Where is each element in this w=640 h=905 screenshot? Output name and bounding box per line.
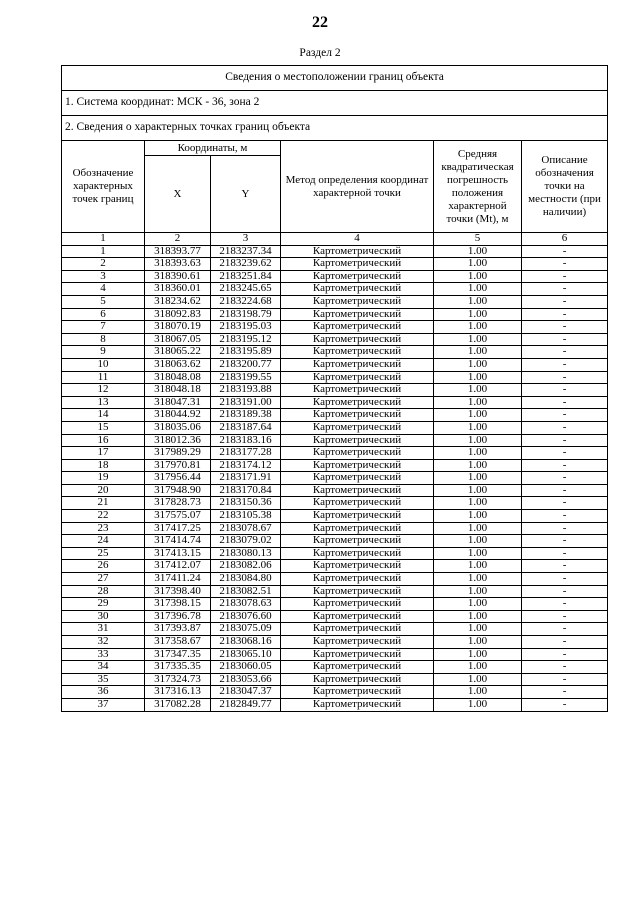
method: Картометрический xyxy=(281,295,434,308)
point-number: 7 xyxy=(62,321,145,334)
description: - xyxy=(522,560,608,573)
description: - xyxy=(522,459,608,472)
method: Картометрический xyxy=(281,258,434,271)
mean-error: 1.00 xyxy=(434,472,522,485)
mean-error: 1.00 xyxy=(434,270,522,283)
point-number: 19 xyxy=(62,472,145,485)
x-coordinate: 317396.78 xyxy=(145,610,211,623)
x-coordinate: 317082.28 xyxy=(145,698,211,711)
y-coordinate: 2183171.91 xyxy=(211,472,281,485)
point-number: 1 xyxy=(62,245,145,258)
y-coordinate: 2183079.02 xyxy=(211,535,281,548)
method: Картометрический xyxy=(281,421,434,434)
table-row xyxy=(62,547,608,560)
description: - xyxy=(522,434,608,447)
x-coordinate: 318067.05 xyxy=(145,333,211,346)
x-coordinate: 318048.18 xyxy=(145,384,211,397)
x-coordinate: 317324.73 xyxy=(145,673,211,686)
mean-error: 1.00 xyxy=(434,447,522,460)
table-row xyxy=(62,447,608,460)
x-coordinate: 317335.35 xyxy=(145,661,211,674)
point-number: 9 xyxy=(62,346,145,359)
x-coordinate: 317411.24 xyxy=(145,573,211,586)
point-number: 12 xyxy=(62,384,145,397)
x-coordinate: 318393.77 xyxy=(145,245,211,258)
description: - xyxy=(522,484,608,497)
table-title-row xyxy=(62,66,608,91)
table-row xyxy=(62,535,608,548)
description: - xyxy=(522,258,608,271)
column-number: 2 xyxy=(145,233,211,246)
description: - xyxy=(522,358,608,371)
table-row xyxy=(62,333,608,346)
description: - xyxy=(522,673,608,686)
description: - xyxy=(522,661,608,674)
point-number: 29 xyxy=(62,598,145,611)
y-coordinate: 2183183.16 xyxy=(211,434,281,447)
point-number: 24 xyxy=(62,535,145,548)
point-number: 36 xyxy=(62,686,145,699)
x-coordinate: 317828.73 xyxy=(145,497,211,510)
mean-error: 1.00 xyxy=(434,522,522,535)
point-number: 4 xyxy=(62,283,145,296)
x-coordinate: 317970.81 xyxy=(145,459,211,472)
x-coordinate: 317412.07 xyxy=(145,560,211,573)
method: Картометрический xyxy=(281,396,434,409)
point-number: 31 xyxy=(62,623,145,636)
y-coordinate: 2183251.84 xyxy=(211,270,281,283)
description: - xyxy=(522,447,608,460)
x-coordinate: 318070.19 xyxy=(145,321,211,334)
x-coordinate: 317398.40 xyxy=(145,585,211,598)
point-number: 17 xyxy=(62,447,145,460)
x-coordinate: 318035.06 xyxy=(145,421,211,434)
mean-error: 1.00 xyxy=(434,547,522,560)
x-coordinate: 317358.67 xyxy=(145,636,211,649)
method: Картометрический xyxy=(281,585,434,598)
boundary-points-table xyxy=(61,65,608,712)
point-number: 20 xyxy=(62,484,145,497)
y-coordinate: 2183245.65 xyxy=(211,283,281,296)
y-coordinate: 2183105.38 xyxy=(211,510,281,523)
column-numbers-row xyxy=(62,233,608,246)
x-coordinate: 318044.92 xyxy=(145,409,211,422)
description: - xyxy=(522,245,608,258)
y-coordinate: 2183191.00 xyxy=(211,396,281,409)
table-row xyxy=(62,497,608,510)
point-number: 14 xyxy=(62,409,145,422)
mean-error: 1.00 xyxy=(434,636,522,649)
x-coordinate: 317413.15 xyxy=(145,547,211,560)
method: Картометрический xyxy=(281,358,434,371)
x-coordinate: 317956.44 xyxy=(145,472,211,485)
description: - xyxy=(522,396,608,409)
y-coordinate: 2183078.67 xyxy=(211,522,281,535)
y-coordinate: 2183200.77 xyxy=(211,358,281,371)
table-row xyxy=(62,283,608,296)
y-coordinate: 2183187.64 xyxy=(211,421,281,434)
y-coordinate: 2183076.60 xyxy=(211,610,281,623)
mean-error: 1.00 xyxy=(434,421,522,434)
y-coordinate: 2183198.79 xyxy=(211,308,281,321)
y-coordinate: 2183065.10 xyxy=(211,648,281,661)
mean-error: 1.00 xyxy=(434,510,522,523)
method: Картометрический xyxy=(281,560,434,573)
description: - xyxy=(522,283,608,296)
x-coordinate: 317347.35 xyxy=(145,648,211,661)
description: - xyxy=(522,535,608,548)
method: Картометрический xyxy=(281,573,434,586)
table-row xyxy=(62,623,608,636)
coord-system: 1. Система координат: МСК - 36, зона 2 xyxy=(62,91,608,116)
description: - xyxy=(522,636,608,649)
point-number: 30 xyxy=(62,610,145,623)
header-x: X xyxy=(145,156,211,233)
point-number: 8 xyxy=(62,333,145,346)
x-coordinate: 318012.36 xyxy=(145,434,211,447)
mean-error: 1.00 xyxy=(434,459,522,472)
method: Картометрический xyxy=(281,484,434,497)
point-number: 23 xyxy=(62,522,145,535)
mean-error: 1.00 xyxy=(434,698,522,711)
mean-error: 1.00 xyxy=(434,371,522,384)
y-coordinate: 2183195.03 xyxy=(211,321,281,334)
mean-error: 1.00 xyxy=(434,409,522,422)
mean-error: 1.00 xyxy=(434,384,522,397)
mean-error: 1.00 xyxy=(434,560,522,573)
method: Картометрический xyxy=(281,636,434,649)
description: - xyxy=(522,573,608,586)
mean-error: 1.00 xyxy=(434,598,522,611)
method: Картометрический xyxy=(281,270,434,283)
mean-error: 1.00 xyxy=(434,573,522,586)
point-number: 13 xyxy=(62,396,145,409)
method: Картометрический xyxy=(281,673,434,686)
method: Картометрический xyxy=(281,510,434,523)
table-row xyxy=(62,598,608,611)
method: Картометрический xyxy=(281,447,434,460)
description: - xyxy=(522,623,608,636)
y-coordinate: 2183195.89 xyxy=(211,346,281,359)
description: - xyxy=(522,295,608,308)
point-number: 35 xyxy=(62,673,145,686)
y-coordinate: 2183150.36 xyxy=(211,497,281,510)
point-number: 34 xyxy=(62,661,145,674)
points-title-row xyxy=(62,116,608,141)
y-coordinate: 2183237.34 xyxy=(211,245,281,258)
y-coordinate: 2183170.84 xyxy=(211,484,281,497)
mean-error: 1.00 xyxy=(434,333,522,346)
column-number: 1 xyxy=(62,233,145,246)
mean-error: 1.00 xyxy=(434,321,522,334)
y-coordinate: 2183082.51 xyxy=(211,585,281,598)
x-coordinate: 318047.31 xyxy=(145,396,211,409)
table-row xyxy=(62,573,608,586)
table-row xyxy=(62,648,608,661)
x-coordinate: 318360.01 xyxy=(145,283,211,296)
mean-error: 1.00 xyxy=(434,484,522,497)
y-coordinate: 2183078.63 xyxy=(211,598,281,611)
point-number: 16 xyxy=(62,434,145,447)
mean-error: 1.00 xyxy=(434,497,522,510)
table-row xyxy=(62,358,608,371)
table-row xyxy=(62,245,608,258)
x-coordinate: 318390.61 xyxy=(145,270,211,283)
point-number: 33 xyxy=(62,648,145,661)
y-coordinate: 2183195.12 xyxy=(211,333,281,346)
method: Картометрический xyxy=(281,547,434,560)
x-coordinate: 317398.15 xyxy=(145,598,211,611)
description: - xyxy=(522,585,608,598)
y-coordinate: 2182849.77 xyxy=(211,698,281,711)
table-row xyxy=(62,371,608,384)
table-row xyxy=(62,673,608,686)
x-coordinate: 318065.22 xyxy=(145,346,211,359)
description: - xyxy=(522,384,608,397)
method: Картометрический xyxy=(281,648,434,661)
method: Картометрический xyxy=(281,283,434,296)
table-row xyxy=(62,434,608,447)
column-number: 4 xyxy=(281,233,434,246)
x-coordinate: 317316.13 xyxy=(145,686,211,699)
method: Картометрический xyxy=(281,472,434,485)
y-coordinate: 2183174.12 xyxy=(211,459,281,472)
method: Картометрический xyxy=(281,434,434,447)
method: Картометрический xyxy=(281,686,434,699)
mean-error: 1.00 xyxy=(434,673,522,686)
mean-error: 1.00 xyxy=(434,346,522,359)
description: - xyxy=(522,346,608,359)
x-coordinate: 318393.63 xyxy=(145,258,211,271)
table-row xyxy=(62,686,608,699)
mean-error: 1.00 xyxy=(434,535,522,548)
point-number: 22 xyxy=(62,510,145,523)
table-row xyxy=(62,384,608,397)
point-number: 28 xyxy=(62,585,145,598)
x-coordinate: 317575.07 xyxy=(145,510,211,523)
point-number: 25 xyxy=(62,547,145,560)
method: Картометрический xyxy=(281,661,434,674)
mean-error: 1.00 xyxy=(434,295,522,308)
y-coordinate: 2183177.28 xyxy=(211,447,281,460)
x-coordinate: 317417.25 xyxy=(145,522,211,535)
coord-system-row xyxy=(62,91,608,116)
method: Картометрический xyxy=(281,333,434,346)
header-row-1 xyxy=(62,141,608,156)
description: - xyxy=(522,510,608,523)
method: Картометрический xyxy=(281,497,434,510)
method: Картометрический xyxy=(281,698,434,711)
method: Картометрический xyxy=(281,409,434,422)
point-number: 32 xyxy=(62,636,145,649)
table-row xyxy=(62,295,608,308)
point-number: 18 xyxy=(62,459,145,472)
y-coordinate: 2183068.16 xyxy=(211,636,281,649)
table-row xyxy=(62,409,608,422)
mean-error: 1.00 xyxy=(434,258,522,271)
x-coordinate: 318234.62 xyxy=(145,295,211,308)
point-number: 11 xyxy=(62,371,145,384)
column-number: 6 xyxy=(522,233,608,246)
description: - xyxy=(522,472,608,485)
points-title: 2. Сведения о характерных точках границ объекта xyxy=(62,116,608,141)
column-number: 5 xyxy=(434,233,522,246)
page-number: 22 xyxy=(312,14,328,31)
x-coordinate: 317393.87 xyxy=(145,623,211,636)
point-number: 27 xyxy=(62,573,145,586)
table-row xyxy=(62,661,608,674)
mean-error: 1.00 xyxy=(434,648,522,661)
table-row xyxy=(62,484,608,497)
y-coordinate: 2183193.88 xyxy=(211,384,281,397)
table-row xyxy=(62,636,608,649)
y-coordinate: 2183080.13 xyxy=(211,547,281,560)
method: Картометрический xyxy=(281,598,434,611)
mean-error: 1.00 xyxy=(434,245,522,258)
mean-error: 1.00 xyxy=(434,283,522,296)
x-coordinate: 317989.29 xyxy=(145,447,211,460)
point-number: 15 xyxy=(62,421,145,434)
table-row xyxy=(62,258,608,271)
table-row xyxy=(62,396,608,409)
y-coordinate: 2183084.80 xyxy=(211,573,281,586)
mean-error: 1.00 xyxy=(434,358,522,371)
table-row xyxy=(62,459,608,472)
y-coordinate: 2183075.09 xyxy=(211,623,281,636)
description: - xyxy=(522,321,608,334)
x-coordinate: 318048.08 xyxy=(145,371,211,384)
point-number: 6 xyxy=(62,308,145,321)
method: Картометрический xyxy=(281,522,434,535)
column-number: 3 xyxy=(211,233,281,246)
point-number: 26 xyxy=(62,560,145,573)
table-row xyxy=(62,472,608,485)
y-coordinate: 2183224.68 xyxy=(211,295,281,308)
x-coordinate: 318063.62 xyxy=(145,358,211,371)
header-y: Y xyxy=(211,156,281,233)
y-coordinate: 2183239.62 xyxy=(211,258,281,271)
mean-error: 1.00 xyxy=(434,686,522,699)
mean-error: 1.00 xyxy=(434,308,522,321)
table-title: Сведения о местоположении границ объекта xyxy=(62,66,608,91)
method: Картометрический xyxy=(281,535,434,548)
description: - xyxy=(522,698,608,711)
point-number: 10 xyxy=(62,358,145,371)
description: - xyxy=(522,547,608,560)
description: - xyxy=(522,598,608,611)
point-number: 2 xyxy=(62,258,145,271)
point-number: 3 xyxy=(62,270,145,283)
x-coordinate: 318092.83 xyxy=(145,308,211,321)
description: - xyxy=(522,497,608,510)
method: Картометрический xyxy=(281,308,434,321)
method: Картометрический xyxy=(281,623,434,636)
header-description: Описание обозначения точки на местности (при наличии) xyxy=(522,141,608,233)
y-coordinate: 2183189.38 xyxy=(211,409,281,422)
method: Картометрический xyxy=(281,371,434,384)
y-coordinate: 2183199.55 xyxy=(211,371,281,384)
mean-error: 1.00 xyxy=(434,585,522,598)
mean-error: 1.00 xyxy=(434,434,522,447)
table-row xyxy=(62,698,608,711)
table-row xyxy=(62,522,608,535)
section-title: Раздел 2 xyxy=(299,47,341,59)
table-row xyxy=(62,585,608,598)
method: Картометрический xyxy=(281,346,434,359)
header-coords: Координаты, м xyxy=(145,141,281,156)
mean-error: 1.00 xyxy=(434,396,522,409)
table-row xyxy=(62,270,608,283)
y-coordinate: 2183082.06 xyxy=(211,560,281,573)
mean-error: 1.00 xyxy=(434,661,522,674)
header-method: Метод определения координат характерной точки xyxy=(281,141,434,233)
method: Картометрический xyxy=(281,459,434,472)
method: Картометрический xyxy=(281,321,434,334)
method: Картометрический xyxy=(281,610,434,623)
table-row xyxy=(62,321,608,334)
table-row xyxy=(62,308,608,321)
method: Картометрический xyxy=(281,384,434,397)
y-coordinate: 2183060.05 xyxy=(211,661,281,674)
description: - xyxy=(522,610,608,623)
point-number: 21 xyxy=(62,497,145,510)
table-row xyxy=(62,610,608,623)
description: - xyxy=(522,371,608,384)
table-row xyxy=(62,421,608,434)
description: - xyxy=(522,270,608,283)
table-row xyxy=(62,510,608,523)
description: - xyxy=(522,648,608,661)
description: - xyxy=(522,686,608,699)
mean-error: 1.00 xyxy=(434,610,522,623)
y-coordinate: 2183053.66 xyxy=(211,673,281,686)
y-coordinate: 2183047.37 xyxy=(211,686,281,699)
mean-error: 1.00 xyxy=(434,623,522,636)
point-number: 5 xyxy=(62,295,145,308)
point-number: 37 xyxy=(62,698,145,711)
header-error: Средняя квадратическая погрешность положения характерной точки (Mt), м xyxy=(434,141,522,233)
description: - xyxy=(522,409,608,422)
header-point: Обозначение характерных точек границ xyxy=(62,141,145,233)
table-row xyxy=(62,346,608,359)
description: - xyxy=(522,421,608,434)
x-coordinate: 317414.74 xyxy=(145,535,211,548)
description: - xyxy=(522,333,608,346)
description: - xyxy=(522,308,608,321)
table-row xyxy=(62,560,608,573)
description: - xyxy=(522,522,608,535)
method: Картометрический xyxy=(281,245,434,258)
x-coordinate: 317948.90 xyxy=(145,484,211,497)
